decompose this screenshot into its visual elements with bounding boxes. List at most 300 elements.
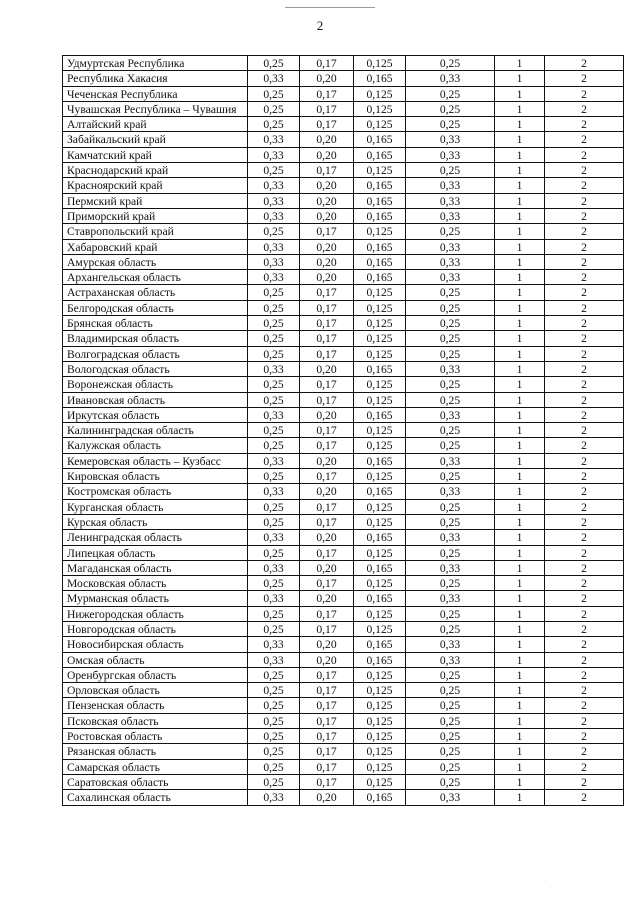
coefficient-1-cell: 0,25 bbox=[248, 729, 300, 744]
value-5-cell: 1 bbox=[495, 361, 545, 376]
coefficient-3-cell: 0,125 bbox=[354, 285, 406, 300]
coefficient-2-cell: 0,20 bbox=[300, 270, 354, 285]
coefficient-3-cell: 0,165 bbox=[354, 591, 406, 606]
value-5-cell: 1 bbox=[495, 56, 545, 71]
value-5-cell: 1 bbox=[495, 101, 545, 116]
coefficient-3-cell: 0,165 bbox=[354, 254, 406, 269]
coefficient-2-cell: 0,20 bbox=[300, 652, 354, 667]
table-row bbox=[63, 270, 624, 285]
coefficient-3-cell: 0,165 bbox=[354, 147, 406, 162]
coefficient-2-cell: 0,17 bbox=[300, 683, 354, 698]
table-row bbox=[63, 530, 624, 545]
region-name-cell: Волгоградская область bbox=[63, 346, 248, 361]
coefficient-4-cell: 0,25 bbox=[406, 667, 495, 682]
coefficient-4-cell: 0,33 bbox=[406, 208, 495, 223]
region-name-cell: Кемеровская область – Кузбасс bbox=[63, 453, 248, 468]
value-6-cell: 2 bbox=[545, 698, 624, 713]
region-name-cell: Мурманская область bbox=[63, 591, 248, 606]
value-6-cell: 2 bbox=[545, 239, 624, 254]
coefficient-2-cell: 0,17 bbox=[300, 377, 354, 392]
region-name-cell: Оренбургская область bbox=[63, 667, 248, 682]
coefficient-4-cell: 0,33 bbox=[406, 407, 495, 422]
coefficient-3-cell: 0,125 bbox=[354, 346, 406, 361]
coefficient-4-cell: 0,25 bbox=[406, 744, 495, 759]
value-6-cell: 2 bbox=[545, 530, 624, 545]
value-6-cell: 2 bbox=[545, 407, 624, 422]
value-5-cell: 1 bbox=[495, 530, 545, 545]
coefficient-4-cell: 0,25 bbox=[406, 300, 495, 315]
coefficient-2-cell: 0,17 bbox=[300, 499, 354, 514]
table-row bbox=[63, 132, 624, 147]
region-name-cell: Рязанская область bbox=[63, 744, 248, 759]
table-row bbox=[63, 484, 624, 499]
coefficient-4-cell: 0,25 bbox=[406, 377, 495, 392]
region-name-cell: Саратовская область bbox=[63, 774, 248, 789]
region-name-cell: Пермский край bbox=[63, 193, 248, 208]
coefficient-1-cell: 0,25 bbox=[248, 713, 300, 728]
value-6-cell: 2 bbox=[545, 86, 624, 101]
coefficient-1-cell: 0,33 bbox=[248, 193, 300, 208]
table-row bbox=[63, 392, 624, 407]
coefficient-4-cell: 0,25 bbox=[406, 438, 495, 453]
coefficient-3-cell: 0,125 bbox=[354, 469, 406, 484]
coefficient-3-cell: 0,125 bbox=[354, 514, 406, 529]
coefficient-1-cell: 0,33 bbox=[248, 254, 300, 269]
table-row bbox=[63, 698, 624, 713]
coefficient-4-cell: 0,25 bbox=[406, 514, 495, 529]
coefficient-2-cell: 0,17 bbox=[300, 621, 354, 636]
coefficient-4-cell: 0,25 bbox=[406, 469, 495, 484]
coefficient-1-cell: 0,25 bbox=[248, 774, 300, 789]
coefficient-3-cell: 0,125 bbox=[354, 438, 406, 453]
value-6-cell: 2 bbox=[545, 637, 624, 652]
region-name-cell: Алтайский край bbox=[63, 117, 248, 132]
table-row bbox=[63, 208, 624, 223]
coefficient-1-cell: 0,25 bbox=[248, 285, 300, 300]
value-5-cell: 1 bbox=[495, 576, 545, 591]
coefficient-1-cell: 0,25 bbox=[248, 163, 300, 178]
coefficient-1-cell: 0,25 bbox=[248, 56, 300, 71]
value-5-cell: 1 bbox=[495, 163, 545, 178]
table-row bbox=[63, 683, 624, 698]
coefficient-2-cell: 0,20 bbox=[300, 790, 354, 805]
region-name-cell: Курганская область bbox=[63, 499, 248, 514]
coefficient-1-cell: 0,33 bbox=[248, 560, 300, 575]
coefficient-2-cell: 0,20 bbox=[300, 361, 354, 376]
table-row bbox=[63, 316, 624, 331]
region-name-cell: Ленинградская область bbox=[63, 530, 248, 545]
coefficient-2-cell: 0,20 bbox=[300, 637, 354, 652]
coefficient-4-cell: 0,33 bbox=[406, 361, 495, 376]
coefficient-1-cell: 0,33 bbox=[248, 790, 300, 805]
coefficient-3-cell: 0,125 bbox=[354, 576, 406, 591]
region-name-cell: Сахалинская область bbox=[63, 790, 248, 805]
value-6-cell: 2 bbox=[545, 621, 624, 636]
region-name-cell: Пензенская область bbox=[63, 698, 248, 713]
table-row bbox=[63, 254, 624, 269]
coefficient-1-cell: 0,25 bbox=[248, 667, 300, 682]
value-6-cell: 2 bbox=[545, 270, 624, 285]
value-6-cell: 2 bbox=[545, 729, 624, 744]
value-5-cell: 1 bbox=[495, 71, 545, 86]
value-5-cell: 1 bbox=[495, 499, 545, 514]
coefficient-1-cell: 0,25 bbox=[248, 606, 300, 621]
value-6-cell: 2 bbox=[545, 652, 624, 667]
value-6-cell: 2 bbox=[545, 606, 624, 621]
table-row bbox=[63, 591, 624, 606]
coefficient-4-cell: 0,33 bbox=[406, 270, 495, 285]
value-5-cell: 1 bbox=[495, 713, 545, 728]
coefficient-3-cell: 0,125 bbox=[354, 683, 406, 698]
table-row bbox=[63, 101, 624, 116]
value-5-cell: 1 bbox=[495, 438, 545, 453]
value-5-cell: 1 bbox=[495, 729, 545, 744]
coefficient-3-cell: 0,125 bbox=[354, 774, 406, 789]
table-row bbox=[63, 163, 624, 178]
table-row bbox=[63, 224, 624, 239]
coefficient-4-cell: 0,33 bbox=[406, 790, 495, 805]
coefficient-2-cell: 0,20 bbox=[300, 453, 354, 468]
coefficient-4-cell: 0,25 bbox=[406, 621, 495, 636]
table-row bbox=[63, 331, 624, 346]
coefficient-2-cell: 0,17 bbox=[300, 759, 354, 774]
value-5-cell: 1 bbox=[495, 132, 545, 147]
table-row bbox=[63, 147, 624, 162]
value-5-cell: 1 bbox=[495, 683, 545, 698]
coefficient-2-cell: 0,17 bbox=[300, 545, 354, 560]
table-row bbox=[63, 790, 624, 805]
value-5-cell: 1 bbox=[495, 316, 545, 331]
coefficient-2-cell: 0,17 bbox=[300, 744, 354, 759]
region-name-cell: Красноярский край bbox=[63, 178, 248, 193]
coefficient-2-cell: 0,17 bbox=[300, 514, 354, 529]
coefficient-4-cell: 0,33 bbox=[406, 178, 495, 193]
coefficient-1-cell: 0,25 bbox=[248, 346, 300, 361]
value-6-cell: 2 bbox=[545, 285, 624, 300]
value-5-cell: 1 bbox=[495, 147, 545, 162]
coefficient-4-cell: 0,25 bbox=[406, 117, 495, 132]
value-6-cell: 2 bbox=[545, 316, 624, 331]
value-6-cell: 2 bbox=[545, 713, 624, 728]
coefficient-4-cell: 0,25 bbox=[406, 285, 495, 300]
coefficient-4-cell: 0,33 bbox=[406, 239, 495, 254]
coefficient-1-cell: 0,25 bbox=[248, 224, 300, 239]
table-row bbox=[63, 361, 624, 376]
table-row bbox=[63, 621, 624, 636]
coefficient-2-cell: 0,17 bbox=[300, 163, 354, 178]
value-5-cell: 1 bbox=[495, 224, 545, 239]
table-row bbox=[63, 744, 624, 759]
region-name-cell: Забайкальский край bbox=[63, 132, 248, 147]
region-name-cell: Ставропольский край bbox=[63, 224, 248, 239]
table-row bbox=[63, 469, 624, 484]
value-6-cell: 2 bbox=[545, 178, 624, 193]
coefficient-3-cell: 0,165 bbox=[354, 560, 406, 575]
region-name-cell: Краснодарский край bbox=[63, 163, 248, 178]
table-row bbox=[63, 407, 624, 422]
region-name-cell: Кировская область bbox=[63, 469, 248, 484]
value-6-cell: 2 bbox=[545, 453, 624, 468]
region-name-cell: Чеченская Республика bbox=[63, 86, 248, 101]
region-name-cell: Орловская область bbox=[63, 683, 248, 698]
coefficient-2-cell: 0,17 bbox=[300, 667, 354, 682]
region-name-cell: Псковская область bbox=[63, 713, 248, 728]
coefficient-2-cell: 0,17 bbox=[300, 606, 354, 621]
coefficient-1-cell: 0,25 bbox=[248, 86, 300, 101]
coefficient-1-cell: 0,25 bbox=[248, 514, 300, 529]
coefficient-3-cell: 0,125 bbox=[354, 744, 406, 759]
region-name-cell: Нижегородская область bbox=[63, 606, 248, 621]
coefficient-4-cell: 0,33 bbox=[406, 637, 495, 652]
table-row bbox=[63, 300, 624, 315]
value-5-cell: 1 bbox=[495, 759, 545, 774]
value-5-cell: 1 bbox=[495, 774, 545, 789]
coefficient-4-cell: 0,25 bbox=[406, 224, 495, 239]
value-6-cell: 2 bbox=[545, 469, 624, 484]
coefficient-2-cell: 0,17 bbox=[300, 438, 354, 453]
coefficient-3-cell: 0,125 bbox=[354, 759, 406, 774]
value-6-cell: 2 bbox=[545, 499, 624, 514]
coefficient-4-cell: 0,25 bbox=[406, 423, 495, 438]
coefficient-4-cell: 0,25 bbox=[406, 545, 495, 560]
coefficient-2-cell: 0,20 bbox=[300, 484, 354, 499]
value-5-cell: 1 bbox=[495, 331, 545, 346]
coefficient-3-cell: 0,165 bbox=[354, 407, 406, 422]
coefficient-1-cell: 0,33 bbox=[248, 239, 300, 254]
table-row bbox=[63, 713, 624, 728]
coefficient-2-cell: 0,17 bbox=[300, 101, 354, 116]
coefficient-4-cell: 0,33 bbox=[406, 652, 495, 667]
value-5-cell: 1 bbox=[495, 346, 545, 361]
coefficient-4-cell: 0,25 bbox=[406, 86, 495, 101]
table-row bbox=[63, 438, 624, 453]
value-6-cell: 2 bbox=[545, 208, 624, 223]
coefficient-2-cell: 0,17 bbox=[300, 392, 354, 407]
table-row bbox=[63, 774, 624, 789]
value-6-cell: 2 bbox=[545, 576, 624, 591]
table-row bbox=[63, 667, 624, 682]
region-name-cell: Хабаровский край bbox=[63, 239, 248, 254]
table-row bbox=[63, 606, 624, 621]
coefficient-2-cell: 0,17 bbox=[300, 56, 354, 71]
value-5-cell: 1 bbox=[495, 86, 545, 101]
coefficient-3-cell: 0,165 bbox=[354, 637, 406, 652]
value-5-cell: 1 bbox=[495, 239, 545, 254]
coefficient-1-cell: 0,33 bbox=[248, 591, 300, 606]
coefficient-3-cell: 0,165 bbox=[354, 71, 406, 86]
coefficient-1-cell: 0,25 bbox=[248, 545, 300, 560]
region-name-cell: Ивановская область bbox=[63, 392, 248, 407]
coefficient-2-cell: 0,20 bbox=[300, 71, 354, 86]
coefficient-4-cell: 0,33 bbox=[406, 453, 495, 468]
coefficient-3-cell: 0,165 bbox=[354, 239, 406, 254]
value-6-cell: 2 bbox=[545, 361, 624, 376]
region-name-cell: Магаданская область bbox=[63, 560, 248, 575]
coefficient-1-cell: 0,25 bbox=[248, 316, 300, 331]
value-5-cell: 1 bbox=[495, 545, 545, 560]
value-6-cell: 2 bbox=[545, 331, 624, 346]
coefficient-2-cell: 0,17 bbox=[300, 774, 354, 789]
region-name-cell: Приморский край bbox=[63, 208, 248, 223]
coefficient-1-cell: 0,25 bbox=[248, 101, 300, 116]
coefficient-1-cell: 0,33 bbox=[248, 407, 300, 422]
coefficient-1-cell: 0,33 bbox=[248, 178, 300, 193]
value-6-cell: 2 bbox=[545, 545, 624, 560]
value-6-cell: 2 bbox=[545, 514, 624, 529]
value-5-cell: 1 bbox=[495, 208, 545, 223]
value-5-cell: 1 bbox=[495, 285, 545, 300]
coefficient-2-cell: 0,20 bbox=[300, 208, 354, 223]
coefficient-1-cell: 0,33 bbox=[248, 652, 300, 667]
table-row bbox=[63, 346, 624, 361]
value-5-cell: 1 bbox=[495, 270, 545, 285]
coefficient-4-cell: 0,25 bbox=[406, 392, 495, 407]
value-5-cell: 1 bbox=[495, 560, 545, 575]
coefficient-1-cell: 0,33 bbox=[248, 530, 300, 545]
table-row bbox=[63, 453, 624, 468]
value-5-cell: 1 bbox=[495, 606, 545, 621]
region-name-cell: Вологодская область bbox=[63, 361, 248, 376]
coefficient-1-cell: 0,25 bbox=[248, 300, 300, 315]
coefficient-1-cell: 0,25 bbox=[248, 576, 300, 591]
coefficient-2-cell: 0,17 bbox=[300, 576, 354, 591]
value-5-cell: 1 bbox=[495, 254, 545, 269]
value-6-cell: 2 bbox=[545, 774, 624, 789]
value-6-cell: 2 bbox=[545, 163, 624, 178]
coefficient-4-cell: 0,33 bbox=[406, 560, 495, 575]
coefficient-3-cell: 0,165 bbox=[354, 453, 406, 468]
coefficient-1-cell: 0,25 bbox=[248, 117, 300, 132]
coefficient-4-cell: 0,25 bbox=[406, 163, 495, 178]
value-5-cell: 1 bbox=[495, 300, 545, 315]
coefficient-4-cell: 0,33 bbox=[406, 484, 495, 499]
coefficient-3-cell: 0,125 bbox=[354, 698, 406, 713]
coefficient-3-cell: 0,125 bbox=[354, 56, 406, 71]
value-5-cell: 1 bbox=[495, 377, 545, 392]
coefficient-3-cell: 0,125 bbox=[354, 316, 406, 331]
coefficient-4-cell: 0,33 bbox=[406, 530, 495, 545]
coefficient-1-cell: 0,33 bbox=[248, 484, 300, 499]
footer-mark: · bbox=[549, 883, 552, 891]
value-6-cell: 2 bbox=[545, 591, 624, 606]
value-6-cell: 2 bbox=[545, 744, 624, 759]
coefficient-4-cell: 0,25 bbox=[406, 316, 495, 331]
table-row bbox=[63, 239, 624, 254]
region-name-cell: Костромская область bbox=[63, 484, 248, 499]
value-6-cell: 2 bbox=[545, 667, 624, 682]
coefficient-2-cell: 0,20 bbox=[300, 407, 354, 422]
value-6-cell: 2 bbox=[545, 117, 624, 132]
value-6-cell: 2 bbox=[545, 377, 624, 392]
coefficient-3-cell: 0,125 bbox=[354, 423, 406, 438]
value-5-cell: 1 bbox=[495, 591, 545, 606]
coefficient-1-cell: 0,25 bbox=[248, 759, 300, 774]
coefficient-3-cell: 0,125 bbox=[354, 163, 406, 178]
value-5-cell: 1 bbox=[495, 637, 545, 652]
table-row bbox=[63, 759, 624, 774]
coefficient-3-cell: 0,125 bbox=[354, 300, 406, 315]
table-row bbox=[63, 178, 624, 193]
coefficient-2-cell: 0,17 bbox=[300, 300, 354, 315]
table-row bbox=[63, 56, 624, 71]
value-5-cell: 1 bbox=[495, 621, 545, 636]
coefficient-2-cell: 0,20 bbox=[300, 193, 354, 208]
top-separator-line bbox=[285, 7, 375, 8]
coefficient-4-cell: 0,33 bbox=[406, 147, 495, 162]
table-row bbox=[63, 514, 624, 529]
coefficient-3-cell: 0,125 bbox=[354, 117, 406, 132]
value-5-cell: 1 bbox=[495, 178, 545, 193]
coefficient-4-cell: 0,25 bbox=[406, 56, 495, 71]
table-row bbox=[63, 560, 624, 575]
region-name-cell: Астраханская область bbox=[63, 285, 248, 300]
coefficient-3-cell: 0,165 bbox=[354, 208, 406, 223]
coefficient-2-cell: 0,17 bbox=[300, 224, 354, 239]
value-5-cell: 1 bbox=[495, 423, 545, 438]
value-5-cell: 1 bbox=[495, 453, 545, 468]
value-5-cell: 1 bbox=[495, 469, 545, 484]
coefficient-2-cell: 0,20 bbox=[300, 591, 354, 606]
coefficient-3-cell: 0,165 bbox=[354, 270, 406, 285]
coefficient-4-cell: 0,25 bbox=[406, 729, 495, 744]
coefficient-2-cell: 0,17 bbox=[300, 423, 354, 438]
region-name-cell: Республика Хакасия bbox=[63, 71, 248, 86]
table-row bbox=[63, 637, 624, 652]
coefficient-4-cell: 0,33 bbox=[406, 591, 495, 606]
value-5-cell: 1 bbox=[495, 407, 545, 422]
coefficient-1-cell: 0,25 bbox=[248, 377, 300, 392]
coefficient-1-cell: 0,25 bbox=[248, 744, 300, 759]
coefficient-1-cell: 0,33 bbox=[248, 453, 300, 468]
coefficient-3-cell: 0,125 bbox=[354, 86, 406, 101]
region-name-cell: Калининградская область bbox=[63, 423, 248, 438]
region-name-cell: Камчатский край bbox=[63, 147, 248, 162]
coefficient-3-cell: 0,165 bbox=[354, 361, 406, 376]
coefficient-4-cell: 0,25 bbox=[406, 576, 495, 591]
region-name-cell: Брянская область bbox=[63, 316, 248, 331]
table-row bbox=[63, 545, 624, 560]
coefficient-1-cell: 0,33 bbox=[248, 637, 300, 652]
value-5-cell: 1 bbox=[495, 652, 545, 667]
coefficient-3-cell: 0,165 bbox=[354, 193, 406, 208]
region-name-cell: Белгородская область bbox=[63, 300, 248, 315]
value-6-cell: 2 bbox=[545, 147, 624, 162]
page-number: 2 bbox=[316, 18, 324, 33]
coefficient-2-cell: 0,17 bbox=[300, 469, 354, 484]
value-5-cell: 1 bbox=[495, 698, 545, 713]
value-6-cell: 2 bbox=[545, 392, 624, 407]
coefficient-1-cell: 0,25 bbox=[248, 698, 300, 713]
coefficient-1-cell: 0,25 bbox=[248, 683, 300, 698]
coefficient-3-cell: 0,125 bbox=[354, 667, 406, 682]
table-row bbox=[63, 423, 624, 438]
value-5-cell: 1 bbox=[495, 392, 545, 407]
region-name-cell: Амурская область bbox=[63, 254, 248, 269]
coefficient-4-cell: 0,25 bbox=[406, 759, 495, 774]
coefficient-4-cell: 0,25 bbox=[406, 331, 495, 346]
coefficient-2-cell: 0,17 bbox=[300, 316, 354, 331]
table-row bbox=[63, 499, 624, 514]
coefficient-3-cell: 0,125 bbox=[354, 499, 406, 514]
coefficient-4-cell: 0,25 bbox=[406, 774, 495, 789]
coefficient-3-cell: 0,125 bbox=[354, 713, 406, 728]
coefficient-2-cell: 0,20 bbox=[300, 254, 354, 269]
coefficient-3-cell: 0,125 bbox=[354, 729, 406, 744]
coefficient-2-cell: 0,17 bbox=[300, 713, 354, 728]
value-6-cell: 2 bbox=[545, 560, 624, 575]
table-row bbox=[63, 193, 624, 208]
value-6-cell: 2 bbox=[545, 438, 624, 453]
